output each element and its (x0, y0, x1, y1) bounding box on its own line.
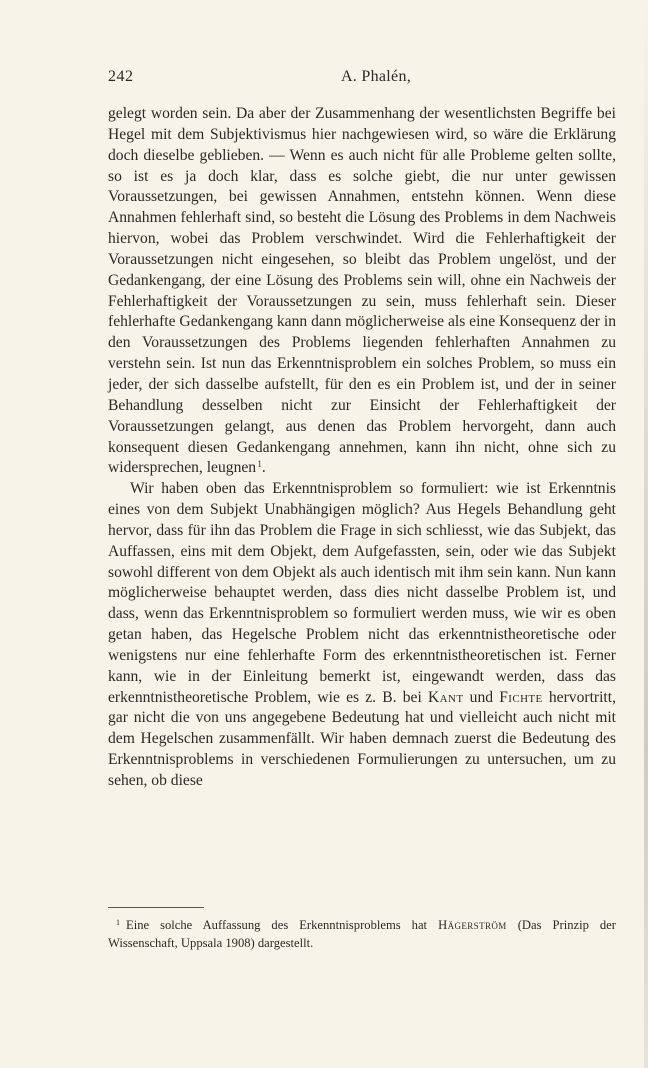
paragraph-1-end: . (261, 459, 266, 477)
paragraph-2-text-a: Wir haben oben das Erkenntnisproblem so formuliert: wie ist Erkenntnis eines von dem Subjekt Unabhängigen möglich? Aus Hegels Behandlung geht hervor, dass für ihn das Problem die Frage in sich schliesst, wie das Subjekt, das Auffassen, eins mit dem Objekt, dem Aufgefassten, sein, oder wie das Subjekt sowohl different von dem Objekt als auch identisch mit ihm sein kann. Nun kann möglicherweise behauptet werden, dass dies nicht dasselbe Problem ist, und dass, wenn das Erkenntnisproblem so formuliert werden muss, wie wir es oben getan haben, das Hegelsche Problem nicht das erkenntnistheoretische oder wenigstens nur eine fehlerhafte Form des erkenntnistheoretischen ist. Ferner kann, wie in der Einleitung bemerkt ist, eingewandt werden, dass das erkenntnistheoretische Problem, wie es z. B. bei (108, 480, 616, 706)
paragraph-2 (108, 479, 616, 792)
footnote-author: Hägerström (438, 918, 507, 932)
name-fichte: Fichte (499, 688, 543, 706)
name-kant: Kant (427, 688, 464, 706)
word-und: und (469, 688, 494, 706)
running-head: A. Phalén, (340, 68, 412, 85)
paragraph-1-text: gelegt worden sein. Da aber der Zusammenhang der wesentlichsten Begriffe bei Hegel mit dem Subjektivismus hier nachgewiesen wird, so wäre die Erklärung doch dieselbe geblieben. — Wenn es auch nicht für alle Probleme gelten sollte, so ist es ja doch klar, dass es solche giebt, die nur unter gewissen Voraussetzungen, bei gewissen Annahmen, entstehn können. Wenn diese Annahmen fehlerhaft sind, so besteht die Lösung des Problems in dem Nachweis hiervon, wobei das Problem verschwindet. Wird die Fehlerhaftigkeit der Voraussetzungen nicht eingesehen, so bleibt das Problem ungelöst, und der Gedankengang, der eine Lösung des Problems sein will, ohne ein Nachweis der Fehlerhaftigkeit der Voraussetzungen zu sein, muss fehlerhaft sein. Dieser fehlerhafte Gedankengang kann dann möglicherweise als eine Konsequenz der in den Voraussetzungen des Problems liegenden fehlerhaften Annahmen zu verstehn sein. Ist nun das Erkenntnisproblem ein solches Problem, so muss ein jeder, der sich dasselbe aufstellt, für den es ein Problem ist, und der in seiner Behandlung desselben nicht zur Einsicht der Fehlerhaftigkeit der Voraussetzungen gelangt, aus denen das Problem hervorgeht, dann auch konsequent diesen Gedankengang annehmen, kann ihn nicht, ohne sich zu widersprechen, leugnen (108, 105, 616, 477)
footnote-text-b: (Das Prinzip der Wissenschaft, Uppsala 1908) dargestellt. (108, 918, 616, 950)
footnote-text-a: Eine solche Auffassung des Erkenntnisproblems hat (126, 918, 428, 932)
paragraph-1 (108, 104, 616, 479)
body-text (108, 104, 616, 792)
paragraph-2-text-b: hervortritt, gar nicht die von uns angegebene Bedeutung hat und vielleicht auch nicht mit dem Hegelschen zusammenfällt. Wir haben demnach zuerst die Bedeutung des Erkenntnisproblems in verschiedenen Formulierungen zu untersuchen, um zu sehen, ob diese (108, 688, 616, 789)
footnote-divider (108, 907, 204, 908)
footnote (108, 916, 616, 952)
page-header (108, 68, 616, 92)
page-number: 242 (108, 68, 134, 85)
page-edge-shadow (644, 0, 648, 1068)
footnote-mark: 1 (116, 918, 120, 927)
footnote-reference[interactable]: 1 (257, 459, 262, 470)
